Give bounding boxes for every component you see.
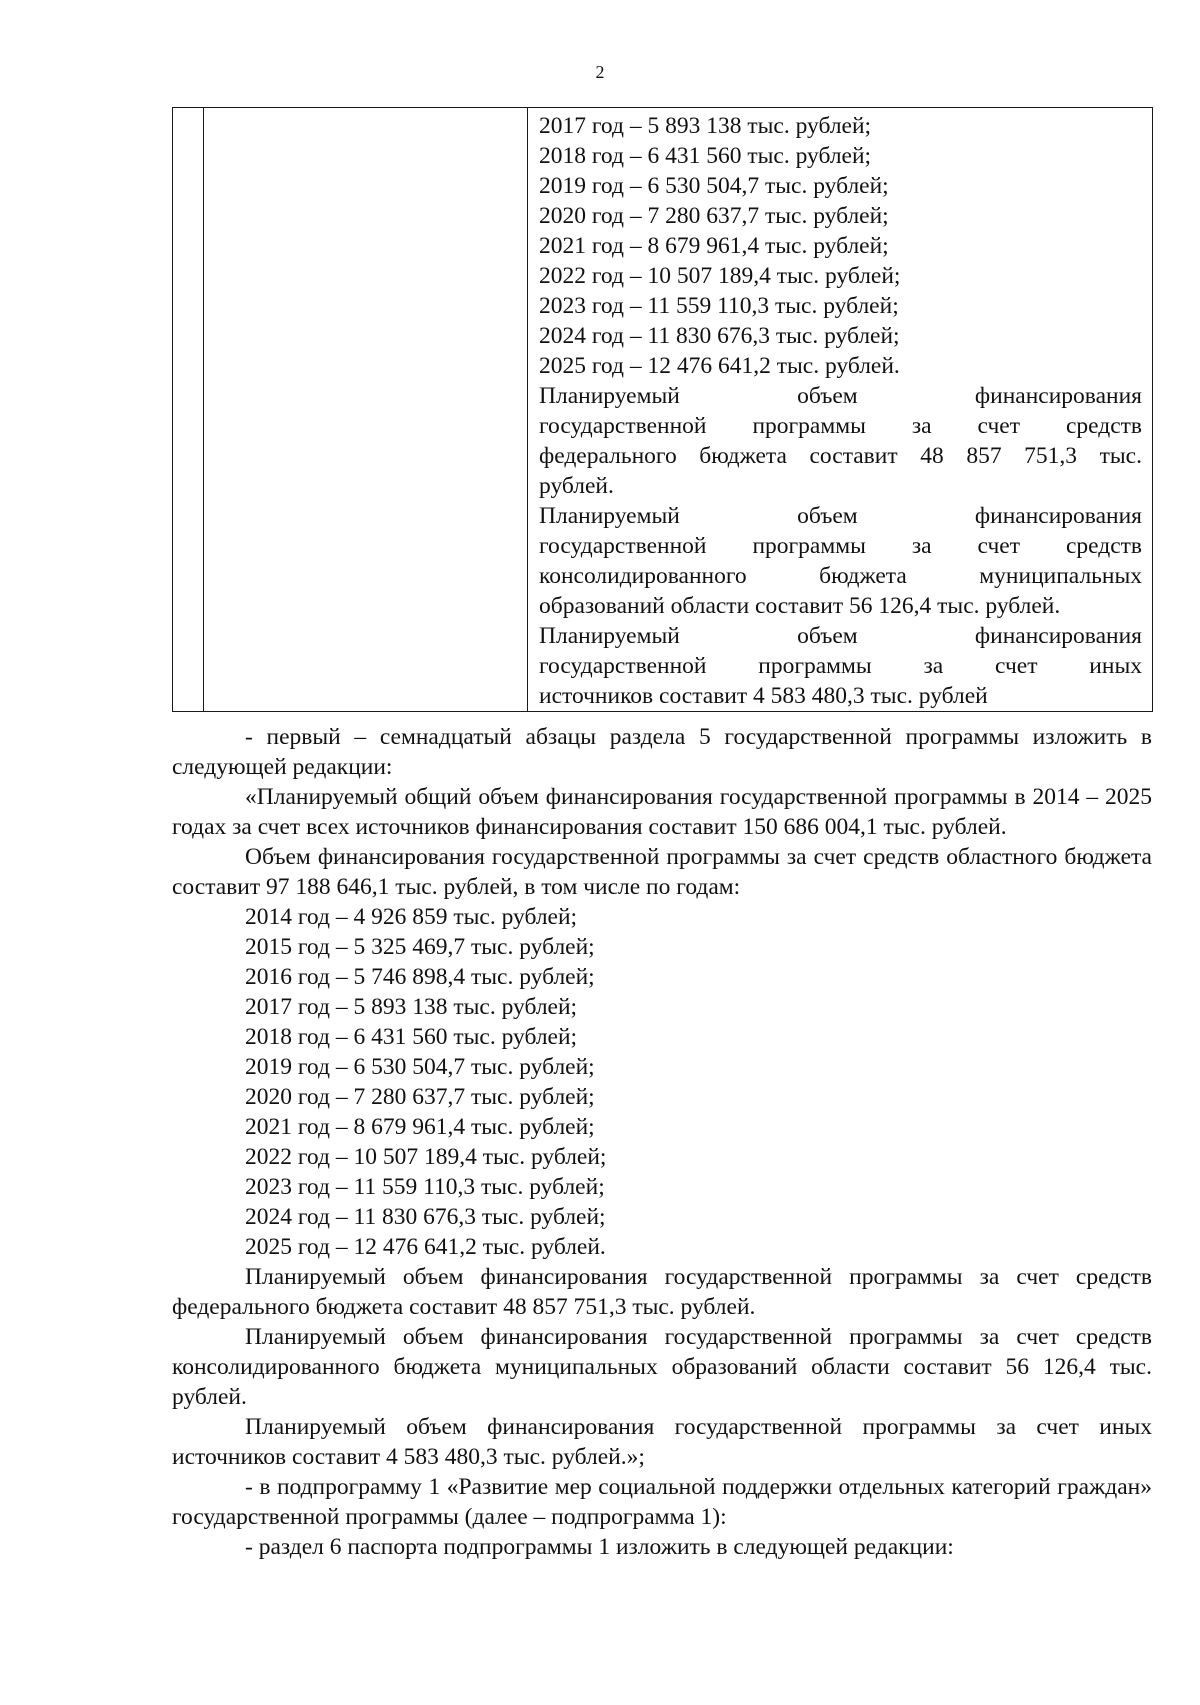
- year-line: 2023 год – 11 559 110,3 тыс. рублей;: [245, 1174, 605, 1200]
- year-line: 2017 год – 5 893 138 тыс. рублей;: [245, 994, 578, 1020]
- year-line: 2021 год – 8 679 961,4 тыс. рублей;: [245, 1114, 595, 1140]
- year-list: [172, 902, 1152, 1262]
- table-cell-number: [173, 108, 204, 712]
- table-row: [173, 108, 1153, 712]
- paragraph-total: «Планируемый общий объем финансирования государственной программы в 2014 – 2025 годах за счет всех источников финансирования составит 150 686 004,1 тыс. рублей.: [172, 784, 1152, 840]
- table-year-list: [539, 111, 1142, 381]
- paragraph-section6: - раздел 6 паспорта подпрограммы 1 изложить в следующей редакции:: [245, 1534, 954, 1560]
- document-body: [172, 722, 1152, 1562]
- paragraph-intro: - первый – семнадцатый абзацы раздела 5 государственной программы изложить в следующей редакции:: [172, 724, 1152, 780]
- table-year-line: 2022 год – 10 507 189,4 тыс. рублей;: [539, 263, 901, 289]
- text-line: консолидированного бюджета муниципальных: [539, 563, 1142, 589]
- table-year-line: 2025 год – 12 476 641,2 тыс. рублей.: [539, 353, 900, 379]
- table-year-line: 2018 год – 6 431 560 тыс. рублей;: [539, 143, 872, 169]
- year-line: 2015 год – 5 325 469,7 тыс. рублей;: [245, 934, 595, 960]
- table-year-line: 2019 год – 6 530 504,7 тыс. рублей;: [539, 173, 889, 199]
- table-year-line: 2023 год – 11 559 110,3 тыс. рублей;: [539, 293, 899, 319]
- year-line: 2020 год – 7 280 637,7 тыс. рублей;: [245, 1084, 595, 1110]
- table-cell-financing: [528, 108, 1153, 712]
- text-line: Планируемый объем финансирования: [539, 383, 1142, 409]
- paragraph-regional: Объем финансирования государственной программы за счет средств областного бюджета составит 97 188 646,1 тыс. рублей, в том числе по годам:: [172, 844, 1152, 900]
- table-year-line: 2021 год – 8 679 961,4 тыс. рублей;: [539, 233, 889, 259]
- table-federal-paragraph: [539, 381, 1142, 501]
- table-other-paragraph: [539, 621, 1142, 711]
- table-year-line: 2020 год – 7 280 637,7 тыс. рублей;: [539, 203, 889, 229]
- paragraph-subprogram: - в подпрограмму 1 «Развитие мер социальной поддержки отдельных категорий граждан» государственной программы (далее – подпрограмма 1):: [172, 1474, 1152, 1530]
- year-line: 2016 год – 5 746 898,4 тыс. рублей;: [245, 964, 595, 990]
- text-line: рублей.: [539, 473, 614, 499]
- year-line: 2025 год – 12 476 641,2 тыс. рублей.: [245, 1234, 606, 1260]
- text-line: Планируемый объем финансирования: [539, 623, 1142, 649]
- text-line: федерального бюджета составит 48 857 751,3 тыс.: [539, 443, 1142, 469]
- text-line: государственной программы за счет средств: [539, 413, 1142, 439]
- text-line: Планируемый объем финансирования: [539, 503, 1142, 529]
- year-line: 2022 год – 10 507 189,4 тыс. рублей;: [245, 1144, 607, 1170]
- year-line: 2018 год – 6 431 560 тыс. рублей;: [245, 1024, 578, 1050]
- text-line: государственной программы за счет средств: [539, 533, 1142, 559]
- year-line: 2014 год – 4 926 859 тыс. рублей;: [245, 904, 578, 930]
- paragraph-municipal: Планируемый объем финансирования государственной программы за счет средств консолидированного бюджета муниципальных образований области составит 56 126,4 тыс. рублей.: [172, 1324, 1152, 1410]
- text-line: государственной программы за счет иных: [539, 653, 1142, 679]
- passport-table-continuation: [172, 107, 1153, 712]
- table-year-line: 2017 год – 5 893 138 тыс. рублей;: [539, 113, 872, 139]
- paragraph-federal: Планируемый объем финансирования государственной программы за счет средств федерального бюджета составит 48 857 751,3 тыс. рублей.: [172, 1264, 1152, 1320]
- paragraph-other: Планируемый объем финансирования государственной программы за счет иных источников составит 4 583 480,3 тыс. рублей.»;: [172, 1414, 1152, 1470]
- year-line: 2019 год – 6 530 504,7 тыс. рублей;: [245, 1054, 595, 1080]
- table-year-line: 2024 год – 11 830 676,3 тыс. рублей;: [539, 323, 900, 349]
- page-number: 2: [595, 62, 605, 82]
- table-cell-label: [204, 108, 528, 712]
- year-line: 2024 год – 11 830 676,3 тыс. рублей;: [245, 1204, 606, 1230]
- table-municipal-paragraph: [539, 501, 1142, 621]
- text-line: образований области составит 56 126,4 тыс. рублей.: [539, 593, 1061, 619]
- text-line: источников составит 4 583 480,3 тыс. рублей: [539, 683, 988, 709]
